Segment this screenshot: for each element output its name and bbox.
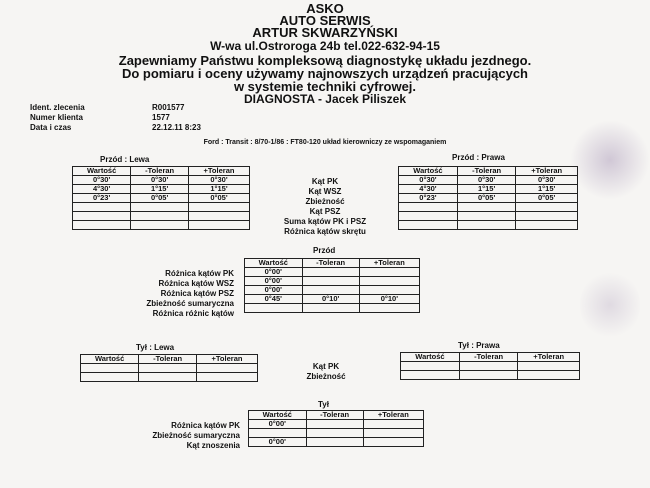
front-mid-labels <box>250 177 400 237</box>
table-cell: 1°15' <box>516 185 578 194</box>
table-cell <box>197 364 258 373</box>
col-plus: +Toleran <box>516 167 578 176</box>
table-cell <box>401 371 460 380</box>
table-cell: 0°23' <box>73 194 131 203</box>
table-cell <box>399 221 458 230</box>
measure-label: Kąt PK <box>312 362 340 371</box>
table-cell <box>73 212 131 221</box>
table-cell <box>518 371 580 380</box>
order-value: R001577 <box>152 103 185 112</box>
col-minus: -Toleran <box>457 167 515 176</box>
table-cell: 4°30' <box>399 185 458 194</box>
table-cell: 0°30' <box>516 176 578 185</box>
front-right-table <box>398 166 578 230</box>
table-cell: 0°23' <box>399 194 458 203</box>
table-cell: 0°00' <box>249 420 307 429</box>
col-minus: -Toleran <box>131 167 189 176</box>
front-center-labels <box>100 269 234 319</box>
measure-label: Kąt znoszenia <box>186 441 240 450</box>
measure-label: Różnica kątów WSZ <box>158 279 234 288</box>
table-cell: 0°00' <box>245 277 303 286</box>
table-cell <box>302 304 359 313</box>
measure-label: Kąt WSZ <box>308 187 342 196</box>
table-cell: 0°05' <box>457 194 515 203</box>
table-cell: 0°00' <box>245 268 303 277</box>
table-cell <box>399 203 458 212</box>
table-cell <box>457 203 515 212</box>
front-right-title: Przód : Prawa <box>452 153 505 162</box>
rear-center-labels <box>100 421 240 451</box>
table-cell <box>189 212 250 221</box>
table-cell <box>516 221 578 230</box>
order-label: Ident. zlecenia <box>30 103 85 112</box>
order-meta <box>30 103 201 133</box>
rear-left-title: Tył : Lewa <box>136 343 175 352</box>
table-cell: 1°15' <box>131 185 189 194</box>
table-row <box>73 212 250 221</box>
col-value: Wartość <box>399 167 458 176</box>
table-row <box>73 194 250 203</box>
slogan-line-2: Do pomiaru i oceny używamy najnowszych urządzeń pracujących <box>121 66 528 81</box>
col-minus: -Toleran <box>306 411 363 420</box>
table-cell <box>363 429 423 438</box>
col-plus: +Toleran <box>359 259 419 268</box>
col-value: Wartość <box>73 167 131 176</box>
company-address: W-wa ul.Ostroroga 24b tel.022-632-94-15 <box>210 39 440 53</box>
table-cell: 0°30' <box>399 176 458 185</box>
company-name: ASKO <box>306 1 344 16</box>
table-cell <box>359 268 419 277</box>
table-cell <box>131 212 189 221</box>
client-value: 1577 <box>152 113 170 122</box>
table-cell <box>363 420 423 429</box>
measure-label: Zbieżność <box>306 372 346 381</box>
table-cell <box>306 429 363 438</box>
col-plus: +Toleran <box>363 411 423 420</box>
table-row <box>399 194 578 203</box>
col-minus: -Toleran <box>139 355 197 364</box>
table-cell <box>302 277 359 286</box>
table-cell: 0°30' <box>457 176 515 185</box>
col-minus: -Toleran <box>459 353 517 362</box>
table-cell <box>139 364 197 373</box>
table-row <box>401 371 580 380</box>
table-cell <box>459 371 517 380</box>
table-cell: 0°05' <box>131 194 189 203</box>
front-center-table <box>244 258 420 313</box>
table-row <box>399 203 578 212</box>
table-cell <box>189 203 250 212</box>
table-cell <box>189 221 250 230</box>
table-cell <box>131 221 189 230</box>
date-value: 22.12.11 8:23 <box>152 123 201 132</box>
table-cell <box>401 362 460 371</box>
rear-right-table <box>400 352 580 380</box>
col-plus: +Toleran <box>197 355 258 364</box>
table-cell: 0°05' <box>516 194 578 203</box>
table-cell <box>516 203 578 212</box>
table-cell <box>197 373 258 382</box>
table-cell <box>457 221 515 230</box>
table-row <box>81 373 258 382</box>
col-plus: +Toleran <box>518 353 580 362</box>
table-cell <box>359 277 419 286</box>
rear-right-title: Tył : Prawa <box>458 341 500 350</box>
table-cell: 0°45' <box>245 295 303 304</box>
table-row <box>73 221 250 230</box>
table-row <box>73 203 250 212</box>
table-cell <box>131 203 189 212</box>
measure-label: Różnica kątów PK <box>165 269 234 278</box>
col-value: Wartość <box>401 353 460 362</box>
table-cell <box>306 438 363 447</box>
table-cell <box>139 373 197 382</box>
table-cell <box>81 373 139 382</box>
table-cell: 0°10' <box>359 295 419 304</box>
date-label: Data i czas <box>30 123 72 132</box>
measure-label: Suma kątów PK i PSZ <box>283 217 367 226</box>
table-cell <box>73 203 131 212</box>
table-row <box>81 364 258 373</box>
table-cell <box>516 212 578 221</box>
scan-smudge <box>570 120 650 200</box>
table-cell: 0°30' <box>73 176 131 185</box>
measure-label: Różnica różnic kątów <box>152 309 234 318</box>
measure-label: Zbieżność <box>305 197 345 206</box>
scan-smudge <box>580 270 640 340</box>
company-type: AUTO SERWIS <box>279 13 371 28</box>
table-row <box>249 420 424 429</box>
table-row <box>399 221 578 230</box>
front-left-title: Przód : Lewa <box>100 155 150 164</box>
table-cell <box>399 212 458 221</box>
col-value: Wartość <box>81 355 139 364</box>
rear-mid-labels <box>280 362 372 382</box>
diagnostician: DIAGNOSTA - Jacek Piliszek <box>243 92 407 106</box>
table-cell <box>459 362 517 371</box>
table-cell <box>359 304 419 313</box>
front-center-title: Przód <box>313 246 336 255</box>
table-cell: 0°00' <box>245 286 303 295</box>
table-cell: 0°00' <box>249 438 307 447</box>
table-cell <box>245 304 303 313</box>
table-row <box>249 438 424 447</box>
measure-label: Różnica kątów PSZ <box>160 289 234 298</box>
table-cell: 0°10' <box>302 295 359 304</box>
table-cell: 0°30' <box>131 176 189 185</box>
vehicle-line: Ford : Transit : 8/70-1/86 : FT80-120 układ kierowniczy ze wspomaganiem <box>203 139 447 146</box>
table-cell <box>73 221 131 230</box>
rear-center-table <box>248 410 424 447</box>
table-cell <box>302 268 359 277</box>
slogan-line-3: w systemie techniki cyfrowej. <box>233 79 417 94</box>
table-cell: 4°30' <box>73 185 131 194</box>
col-value: Wartość <box>249 411 307 420</box>
table-cell: 0°05' <box>189 194 250 203</box>
table-cell: 1°15' <box>457 185 515 194</box>
measure-label: Różnica kątów skrętu <box>284 227 366 236</box>
table-cell <box>81 364 139 373</box>
table-cell <box>306 420 363 429</box>
table-row <box>401 362 580 371</box>
col-value: Wartość <box>245 259 303 268</box>
col-minus: -Toleran <box>302 259 359 268</box>
measure-label: Kąt PSZ <box>309 207 341 216</box>
rear-center-title: Tył <box>318 400 329 409</box>
table-cell: 0°30' <box>189 176 250 185</box>
client-label: Numer klienta <box>30 113 83 122</box>
front-left-table <box>72 166 250 230</box>
measure-label: Różnica kątów PK <box>171 421 240 430</box>
table-cell <box>518 362 580 371</box>
rear-left-table <box>80 354 258 382</box>
slogan-line-1: Zapewniamy Państwu kompleksową diagnostykę układu jezdnego. <box>118 53 532 68</box>
measure-label: Kąt PK <box>311 177 339 186</box>
measure-label: Zbieżność sumaryczna <box>152 431 240 440</box>
measure-label: Zbieżność sumaryczna <box>146 299 234 308</box>
col-plus: +Toleran <box>189 167 250 176</box>
table-cell: 1°15' <box>189 185 250 194</box>
table-row <box>399 212 578 221</box>
table-cell <box>363 438 423 447</box>
table-row <box>245 295 420 304</box>
table-row <box>245 304 420 313</box>
owner-name: ARTUR SKWARZYŃSKI <box>252 25 398 40</box>
table-cell <box>457 212 515 221</box>
